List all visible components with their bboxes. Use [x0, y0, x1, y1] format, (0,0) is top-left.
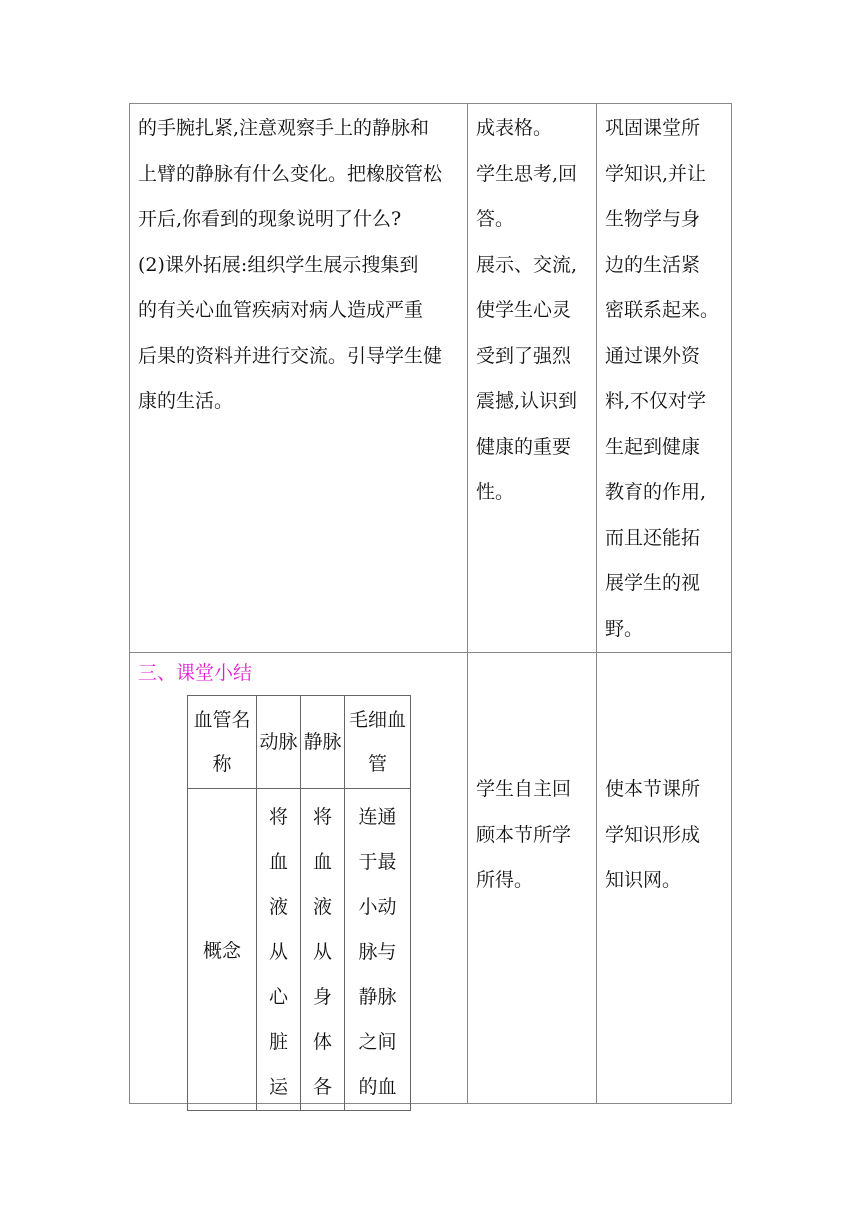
text-line: 上臂的静脉有什么变化。把橡胶管松 [138, 162, 443, 185]
capillary-concept: 连通 于最 小动 脉与 静脉 之间 的血 [345, 789, 411, 1111]
text-line: 教育的作用, [605, 481, 707, 503]
teacher-activity-cell [130, 653, 468, 1104]
header-vein: 静脉 [301, 696, 345, 789]
text-line: 料,不仅对学 [605, 390, 707, 412]
text-line: 密联系起来。 [605, 299, 720, 321]
text-line: 顾本节所学 [476, 823, 572, 846]
text-line: (2)课外拓展:组织学生展示搜集到 [138, 253, 419, 276]
text-line: 震撼,认识到 [476, 390, 578, 412]
text-line: 所得。 [476, 869, 534, 891]
text-line: 野。 [605, 617, 644, 640]
text-line: 健康的重要 [476, 435, 572, 458]
vein-concept: 将 血 液 从 身 体 各 [301, 789, 345, 1111]
header-capillary: 毛细血 管 [345, 696, 411, 789]
text-line: 使学生心灵 [476, 299, 572, 321]
text-line: 生物学与身 [605, 208, 701, 230]
student-activity-cell [468, 653, 597, 1104]
text-line: 性。 [476, 481, 515, 503]
text-line: 通过课外资 [605, 344, 701, 367]
text-line: 知识网。 [605, 869, 682, 891]
row-label-concept: 概念 [188, 789, 257, 1111]
text-line: 而且还能拓 [605, 526, 701, 549]
student-activity-cell [468, 104, 597, 653]
text-line: 答。 [476, 208, 515, 230]
text-line: 开后,你看到的现象说明了什么? [138, 208, 402, 230]
text-line: 使本节课所 [605, 778, 701, 800]
text-line: 生起到健康 [605, 435, 701, 458]
design-intent-cell [597, 653, 732, 1104]
summary-concept-row [188, 789, 411, 1111]
text-line: 边的生活紧 [605, 253, 701, 276]
text-line: 学知识形成 [605, 823, 701, 846]
header-vessel-name: 血管名 称 [188, 696, 257, 789]
vessel-summary-table [187, 695, 411, 1111]
text-line: 展示、交流, [476, 253, 578, 276]
artery-concept: 将 血 液 从 心 脏 运 [257, 789, 301, 1111]
lesson-plan-table [129, 103, 732, 1104]
header-artery: 动脉 [257, 696, 301, 789]
text-line: 成表格。 [476, 117, 553, 139]
teacher-activity-cell [130, 104, 468, 653]
design-intent-cell [597, 104, 732, 653]
text-line: 学生思考,回 [476, 162, 578, 185]
text-line: 学知识,并让 [605, 162, 707, 185]
table-row [130, 653, 732, 1104]
text-line: 的有关心血管疾病对病人造成严重 [138, 299, 424, 321]
text-line: 受到了强烈 [476, 344, 572, 367]
text-line: 巩固课堂所 [605, 117, 701, 139]
section-heading: 三、课堂小结 [138, 662, 253, 684]
text-line: 展学生的视 [605, 572, 701, 594]
table-row [130, 104, 732, 653]
text-line: 康的生活。 [138, 390, 234, 412]
text-line: 后果的资料并进行交流。引导学生健 [138, 344, 443, 367]
text-line: 学生自主回 [476, 778, 572, 800]
text-line: 的手腕扎紧,注意观察手上的静脉和 [138, 117, 430, 139]
summary-header-row [188, 696, 411, 789]
